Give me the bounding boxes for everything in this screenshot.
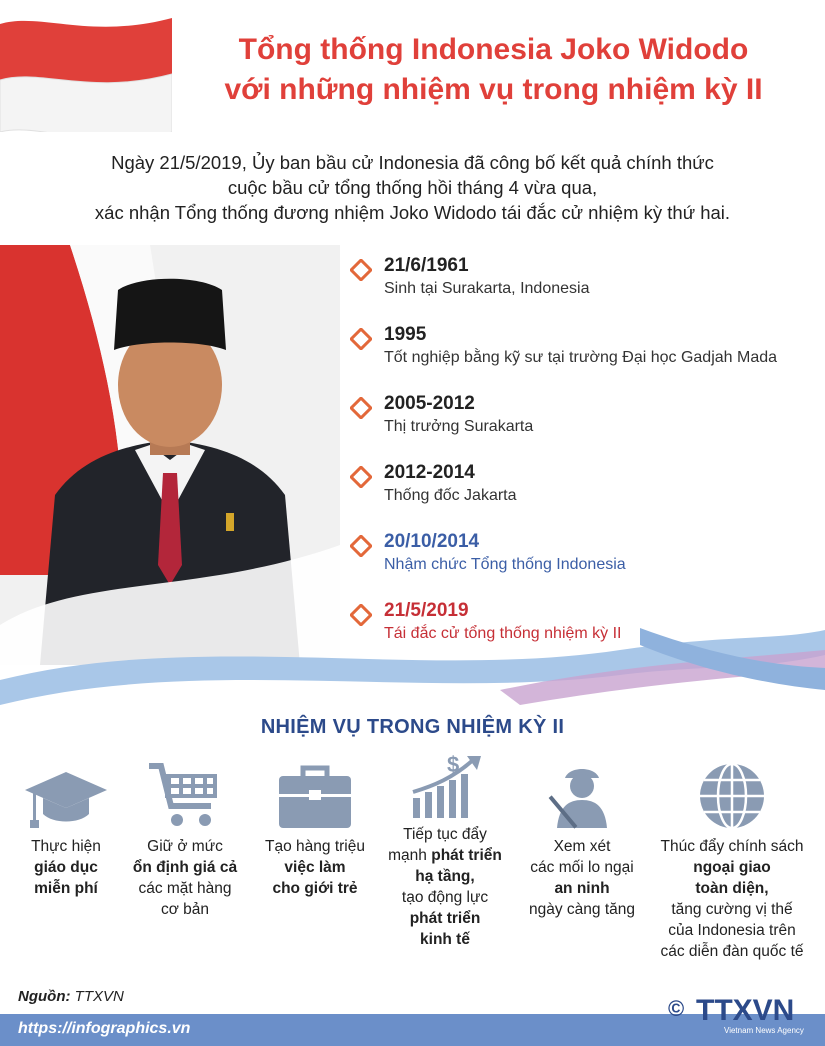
timeline-item (348, 530, 818, 599)
section-title: NHIỆM VỤ TRONG NHIỆM KỲ II (260, 716, 565, 738)
task-text: các mặt hàng (138, 880, 232, 897)
timeline-item (348, 323, 818, 392)
source-label: Nguồn: (18, 988, 71, 1005)
briefcase-icon (275, 762, 355, 832)
logo-tagline: Vietnam News Agency (724, 1026, 804, 1035)
task-text-bold: hạ tầng, (415, 868, 475, 885)
timeline-year: 21/5/2019 (384, 600, 469, 621)
timeline-desc: Tốt nghiệp bằng kỹ sư tại trường Đại học Gadjah Mada (384, 349, 778, 366)
task-text: Thúc đẩy chính sách (660, 838, 804, 855)
page-title (172, 30, 815, 110)
task-item (646, 760, 818, 962)
task-text: Thực hiện (31, 838, 101, 855)
task-text: cơ bản (160, 901, 210, 918)
logo-copyright: © (668, 996, 685, 1021)
intro-line-2: cuộc bầu cử tổng thống hồi tháng 4 vừa qua, (227, 177, 598, 198)
svg-text:$: $ (447, 752, 460, 777)
intro-text (20, 150, 805, 225)
source-value: TTXVN (74, 988, 124, 1005)
soldier-icon (547, 762, 617, 832)
task-item (120, 760, 250, 920)
task-text-bold: giáo dục (34, 859, 98, 876)
task-text-bold: phát triển (409, 910, 481, 927)
task-text: Xem xét (553, 838, 611, 855)
task-text-bold: phát triển (431, 847, 502, 864)
timeline-desc: Thống đốc Jakarta (384, 487, 517, 504)
timeline-desc: Sinh tại Surakarta, Indonesia (384, 280, 590, 297)
task-text: tạo động lực (401, 889, 489, 906)
decorative-waves (0, 610, 825, 710)
tasks-row (0, 752, 825, 980)
timeline-item (348, 254, 818, 323)
timeline-year: 1995 (384, 324, 427, 345)
intro-line-1: Ngày 21/5/2019, Ủy ban bầu cử Indonesia đã công bố kết quả chính thức (111, 152, 714, 173)
logo-name: TTXVN (696, 994, 795, 1027)
portrait-photo (0, 245, 340, 665)
diamond-marker-icon (350, 535, 372, 557)
timeline-year: 20/10/2014 (384, 531, 480, 552)
task-text: các diễn đàn quốc tế (660, 943, 804, 960)
task-text: Tạo hàng triệu (265, 838, 365, 855)
task-text: mạnh (388, 847, 432, 864)
task-item (380, 752, 510, 950)
task-text: tăng cường vị thế (671, 901, 793, 918)
task-item (10, 768, 122, 899)
task-text-bold: ổn định giá cả (132, 859, 238, 876)
task-text-bold: ngoại giao (693, 859, 771, 876)
title-line-2: với những nhiệm vụ trong nhiệm kỳ II (224, 73, 763, 106)
diamond-marker-icon (350, 328, 372, 350)
graduation-cap-icon (23, 768, 109, 832)
timeline-item (348, 461, 818, 530)
shopping-cart-icon (145, 760, 225, 832)
timeline (348, 254, 818, 668)
timeline-desc: Nhậm chức Tổng thống Indonesia (384, 556, 626, 573)
task-text-bold: toàn diện, (695, 880, 769, 897)
task-item (512, 762, 652, 920)
task-text-bold: việc làm (284, 859, 346, 876)
globe-icon (695, 760, 769, 832)
timeline-desc: Thị trưởng Surakarta (384, 418, 534, 435)
footer-url-link[interactable]: https://infographics.vn (18, 1020, 191, 1037)
task-text-bold: cho giới trẻ (272, 880, 358, 897)
task-text-bold: miễn phí (34, 880, 98, 897)
task-text: Tiếp tục đẩy (403, 826, 487, 843)
source-credit (18, 988, 124, 1005)
task-text-bold: an ninh (554, 880, 610, 897)
timeline-year: 21/6/1961 (384, 255, 469, 276)
timeline-item (348, 392, 818, 461)
timeline-year: 2012-2014 (384, 462, 475, 483)
task-text: ngày càng tăng (528, 901, 635, 918)
timeline-year: 2005-2012 (384, 393, 475, 414)
diamond-marker-icon (350, 466, 372, 488)
growth-chart-icon (403, 752, 487, 820)
task-text-bold: kinh tế (420, 931, 470, 948)
diamond-marker-icon (350, 259, 372, 281)
task-text: Giữ ở mức (147, 838, 223, 855)
indonesia-flag (0, 14, 172, 132)
task-item (250, 762, 380, 899)
ttxvn-logo (666, 990, 816, 1036)
task-text: của Indonesia trên (668, 922, 796, 939)
intro-line-3: xác nhận Tổng thống đương nhiệm Joko Widodo tái đắc cử nhiệm kỳ thứ hai. (94, 202, 731, 223)
title-line-1: Tổng thống Indonesia Joko Widodo (238, 33, 749, 66)
timeline-desc: Tái đắc cử tổng thống nhiệm kỳ II (384, 625, 622, 642)
diamond-marker-icon (350, 397, 372, 419)
task-text: các mối lo ngại (530, 859, 634, 876)
